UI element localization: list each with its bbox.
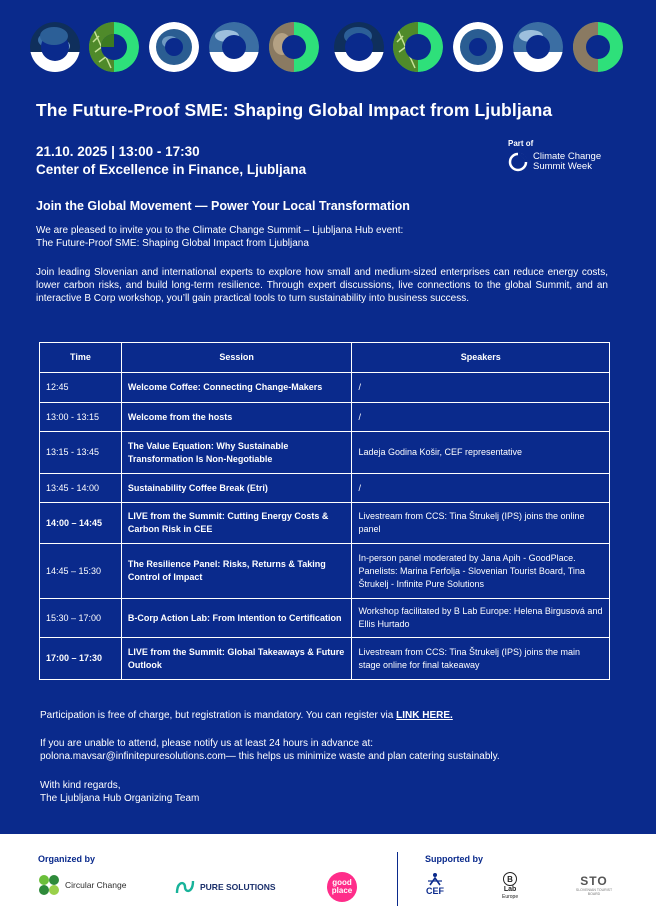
earth-circle-decoration (334, 22, 384, 72)
circular-change-logo (36, 872, 126, 898)
row-session: The Value Equation: Why Sustainable Transformation Is Non-Negotiable (121, 432, 352, 474)
intro-event-name: The Future-Proof SME: Shaping Global Impact from Ljubljana (36, 238, 309, 249)
row-session: LIVE from the Summit: Global Takeaways & Future Outlook (121, 638, 352, 680)
invitation-intro (36, 224, 616, 250)
climate-change-summit-week-logo (508, 152, 601, 172)
event-date-time: 21.10. 2025 | 13:00 - 17:30 (36, 144, 200, 159)
row-time: 14:45 – 15:30 (40, 544, 122, 599)
part-of-label: Part of (508, 139, 534, 148)
supported-by-label: Supported by (425, 854, 483, 864)
row-session: The Resilience Panel: Risks, Returns & Taking Control of Impact (121, 544, 352, 599)
sponsor-footer (0, 834, 656, 918)
event-description: Join leading Slovenian and international experts to explore how small and medium-sized enterprises can reduce energy costs, lower carbon risks, and build long-term resilience. Through expert discussions, live connections to the global Summit, and an interactive B Corp workshop, you’ll gain practical tools to turn sustainability into business success. (36, 267, 608, 304)
table-row (40, 474, 610, 503)
notice-contact-line: polona.mavsar@infinitepuresolutions.com— this helps us minimize waste and plan catering sustainably. (40, 751, 500, 762)
row-speakers: Workshop facilitated by B Lab Europe: Helena Birgusová and Ellis Hurtado (352, 599, 610, 638)
registration-link[interactable]: LINK HERE. (396, 710, 453, 721)
row-session: LIVE from the Summit: Cutting Energy Costs & Carbon Risk in CEE (121, 503, 352, 544)
b-lab-europe-logo (502, 872, 518, 900)
pure-solutions-name: PURE SOLUTIONS (200, 882, 276, 892)
row-speakers: / (352, 474, 610, 503)
table-row (40, 373, 610, 403)
intro-line: We are pleased to invite you to the Climate Change Summit – Ljubljana Hub event: (36, 225, 404, 236)
cef-name: CEF (426, 886, 444, 896)
b-lab-name: Lab (503, 886, 517, 893)
earth-circle-decoration (30, 22, 80, 72)
pure-solutions-logo (175, 879, 276, 895)
page-title: The Future-Proof SME: Shaping Global Impact from Ljubljana (36, 100, 553, 120)
row-session: Welcome Coffee: Connecting Change-Makers (121, 373, 352, 403)
tagline: Join the Global Movement — Power Your Local Transformation (36, 199, 410, 213)
globe-circle-decoration (149, 22, 199, 72)
closing-signature (40, 779, 620, 805)
cef-people-icon (427, 872, 443, 886)
partner-name-line2: Summit Week (533, 161, 592, 172)
sto-name: STO (580, 874, 608, 888)
column-header-time: Time (40, 343, 122, 373)
notice-line: If you are unable to attend, please notify us at least 24 hours in advance at: (40, 738, 373, 749)
column-header-session: Session (121, 343, 352, 373)
b-corp-icon: B (503, 872, 517, 886)
row-time: 13:45 - 14:00 (40, 474, 122, 503)
row-time: 17:00 – 17:30 (40, 638, 122, 680)
row-speakers: / (352, 403, 610, 432)
stone-circle-decoration (269, 22, 319, 72)
row-session: B-Corp Action Lab: From Intention to Certification (121, 599, 352, 638)
row-speakers: Livestream from CCS: Tina Štrukelj (IPS) joins the main stage online for final takeaway (352, 638, 610, 680)
table-row (40, 432, 610, 474)
row-time: 13:00 - 13:15 (40, 403, 122, 432)
row-time: 15:30 – 17:00 (40, 599, 122, 638)
table-row (40, 503, 610, 544)
pure-solutions-icon (175, 879, 197, 895)
decorative-circle-band (30, 22, 630, 74)
goodplace-logo (327, 872, 357, 902)
row-session: Sustainability Coffee Break (Etri) (121, 474, 352, 503)
b-lab-region: Europe (502, 894, 519, 900)
organized-by-label: Organized by (38, 854, 96, 864)
table-row (40, 599, 610, 638)
table-header-row (40, 343, 610, 373)
row-speakers: Ladeja Godina Košir, CEF representative (352, 432, 610, 474)
column-header-speakers: Speakers (352, 343, 610, 373)
row-speakers: Livestream from CCS: Tina Štrukelj (IPS) joins the online panel (352, 503, 610, 544)
row-time: 14:00 – 14:45 (40, 503, 122, 544)
cef-logo (426, 872, 444, 896)
sky-circle-decoration (513, 22, 563, 72)
sto-subtitle: SLOVENIAN TOURIST BOARD (575, 888, 613, 896)
cancellation-notice (40, 737, 620, 763)
goodplace-name-line2: place (331, 886, 353, 895)
goodplace-name-line1: good (332, 878, 352, 887)
footer-divider (397, 852, 398, 906)
leaf-circle-decoration (89, 22, 139, 72)
schedule-table (39, 342, 610, 680)
row-session: Welcome from the hosts (121, 403, 352, 432)
circular-change-name: Circular Change (65, 880, 127, 890)
row-time: 12:45 (40, 373, 122, 403)
circular-change-icon (36, 872, 62, 898)
table-row (40, 544, 610, 599)
event-venue: Center of Excellence in Finance, Ljubljana (36, 162, 307, 177)
table-row (40, 403, 610, 432)
row-speakers: / (352, 373, 610, 403)
stone-circle-decoration (573, 22, 623, 72)
sky-circle-decoration (209, 22, 259, 72)
partner-name-line1: Climate Change (533, 151, 602, 162)
globe-circle-decoration (453, 22, 503, 72)
leaf-circle-decoration (393, 22, 443, 72)
registration-note (40, 709, 620, 722)
slovenian-tourist-board-logo (574, 874, 614, 896)
row-time: 13:15 - 13:45 (40, 432, 122, 474)
registration-text: Participation is free of charge, but registration is mandatory. You can register via (40, 710, 397, 721)
closing-team: The Ljubljana Hub Organizing Team (40, 793, 200, 804)
closing-regards: With kind regards, (40, 780, 121, 791)
table-row (40, 638, 610, 680)
row-speakers: In-person panel moderated by Jana Apih - GoodPlace. Panelists: Marina Ferfolja - Slovenian Tourist Board, Tina Štrukelj - Infinite Pure Solutions (352, 544, 610, 599)
summit-ring-icon (508, 152, 528, 172)
